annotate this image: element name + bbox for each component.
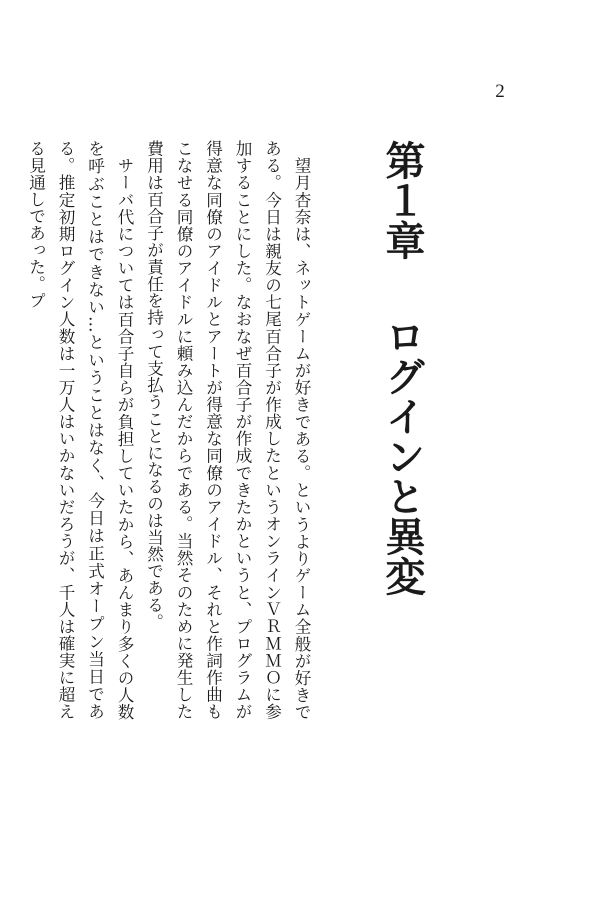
body-text [26, 140, 316, 720]
chapter-heading [372, 140, 432, 596]
chapter-title: ログインと異変 [379, 316, 425, 596]
body-paragraph: サーバ代については百合子自らが負担していたから、あんまり多くの人数を呼ぶことはできない…ということはなく、今日は正式オープン当日である。推定初期ログイン人数は一万人はいかないだろうが、千人は確実に超える見通しであった。プ [26, 140, 134, 720]
page-number: 2 [495, 81, 505, 102]
chapter-number: 第１章 [379, 140, 425, 260]
body-paragraph: 望月杏奈は、ネットゲームが好きである。というよりゲーム全般が好きである。今日は親友の七尾百合子が作成したというオンラインＶＲＭＭＯに参加することにした。なおなぜ百合子が作成できたかというと、プログラムが得意な同僚のアイドルとアートが得意な同僚のアイドル、それと作詞作曲もこなせる同僚のアイドルに頼み込んだからである。当然そのために発生した費用は百合子が責任を持って支払うことになるのは当然である。 [144, 140, 311, 720]
